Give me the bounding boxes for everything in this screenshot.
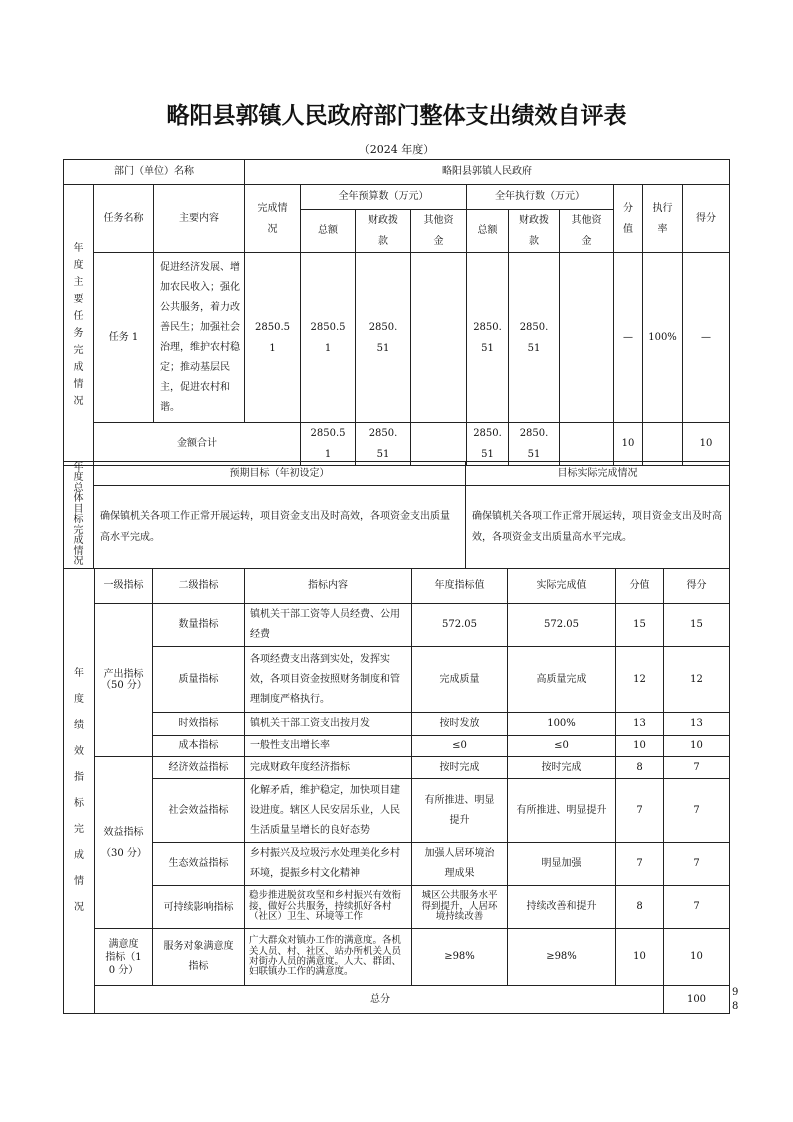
- dept-label: 部门（单位）名称: [64, 160, 245, 185]
- perf-score: 7: [664, 843, 730, 886]
- task-exec-fiscal: 2850.51: [509, 253, 560, 423]
- header-score: 得分: [683, 185, 730, 253]
- sum-label: 金额合计: [94, 423, 301, 466]
- perf-score-value: 13: [616, 713, 664, 736]
- perf-level2: 社会效益指标: [153, 779, 245, 843]
- header-exec-fiscal: 财政拨款: [509, 210, 560, 253]
- sum-budget-fiscal: 2850.51: [356, 423, 411, 466]
- header-completion: 完成情况: [245, 185, 301, 253]
- perf-content: 镇机关干部工资等人员经费、公用经费: [245, 604, 412, 647]
- perf-total-score-value: 100: [664, 986, 730, 1014]
- perf-level2: 时效指标: [153, 713, 245, 736]
- sum-exec-total: 2850.51: [467, 423, 509, 466]
- perf-score: 7: [664, 886, 730, 929]
- perf-row: [64, 843, 730, 886]
- perf-content: 各项经费支出落到实处，发挥实效，各项目资金按照财务制度和管理制度严格执行。: [245, 647, 412, 713]
- tasks-section-label: 年 度 主 要 任 务 完 成 情 况: [64, 185, 94, 466]
- header-exec-total: 总额: [467, 210, 509, 253]
- perf-row: [64, 929, 730, 986]
- perf-row: [64, 757, 730, 779]
- perf-header-level2: 二级指标: [153, 569, 245, 604]
- task-score: —: [683, 253, 730, 423]
- perf-actual: 高质量完成: [508, 647, 616, 713]
- perf-actual: ≥98%: [508, 929, 616, 986]
- perf-score-value: 7: [616, 779, 664, 843]
- goals-table: [63, 461, 730, 569]
- perf-level2: 可持续影响指标: [153, 886, 245, 929]
- goals-expected: 确保镇机关各项工作正常开展运转，项目资金支出及时高效，各项资金支出质量高水平完成。: [94, 486, 466, 569]
- task-completion: 2850.51: [245, 253, 301, 423]
- perf-score: 12: [664, 647, 730, 713]
- task-budget-fiscal: 2850.51: [356, 253, 411, 423]
- perf-score: 10: [664, 929, 730, 986]
- page-subtitle: （2024 年度）: [358, 143, 435, 156]
- perf-total-row: 总分 100 98: [64, 986, 730, 1014]
- perf-score: 7: [664, 757, 730, 779]
- perf-content: 化解矛盾，维护稳定，加快项目建设进度。辖区人民安居乐业，人民生活质量呈增长的良好态势: [245, 779, 412, 843]
- perf-level2: 质量指标: [153, 647, 245, 713]
- perf-header-score: 得分: [664, 569, 730, 604]
- perf-target: 加强人居环境治理成果: [412, 843, 508, 886]
- perf-target: 城区公共服务水平得到提升，人居环境持续改善: [412, 886, 508, 929]
- perf-content: 稳步推进脱贫攻坚和乡村振兴有效衔接，做好公共服务，持续抓好各村（社区）卫生、环境等工作: [245, 886, 412, 929]
- goals-actual-header: 目标实际完成情况: [466, 462, 730, 486]
- perf-header-score-value: 分值: [616, 569, 664, 604]
- perf-level2: 经济效益指标: [153, 757, 245, 779]
- perf-score-value: 10: [616, 929, 664, 986]
- task-budget-other: [411, 253, 467, 423]
- dept-value: 略阳县郭镇人民政府: [245, 160, 730, 185]
- sum-exec-other: [560, 423, 614, 466]
- perf-row: [64, 647, 730, 713]
- perf-level2: 生态效益指标: [153, 843, 245, 886]
- perf-target: 572.05: [412, 604, 508, 647]
- goals-expected-header: 预期目标（年初设定）: [94, 462, 466, 486]
- task-name: 任务 1: [94, 253, 154, 423]
- task-budget-total: 2850.51: [301, 253, 356, 423]
- perf-actual: 明显加强: [508, 843, 616, 886]
- header-budget-fiscal: 财政拨款: [356, 210, 411, 253]
- perf-header-target: 年度指标值: [412, 569, 508, 604]
- perf-target: ≤0: [412, 736, 508, 757]
- perf-actual: 572.05: [508, 604, 616, 647]
- perf-level2: 成本指标: [153, 736, 245, 757]
- sum-score: 10: [683, 423, 730, 466]
- task-exec-other: [560, 253, 614, 423]
- performance-table: [63, 568, 739, 1014]
- perf-row: [64, 713, 730, 736]
- perf-target: ≥98%: [412, 929, 508, 986]
- perf-score-value: 7: [616, 843, 664, 886]
- header-exec-group: 全年执行数（万元）: [467, 185, 614, 210]
- tasks-table: [63, 159, 730, 466]
- perf-actual: ≤0: [508, 736, 616, 757]
- sum-exec-fiscal: 2850.51: [509, 423, 560, 466]
- header-budget-other: 其他资金: [411, 210, 467, 253]
- perf-level1: 效益指标（30 分）: [95, 757, 153, 929]
- header-exec-other: 其他资金: [560, 210, 614, 253]
- perf-target: 按时发放: [412, 713, 508, 736]
- perf-row: [64, 886, 730, 929]
- perf-total-label: 总分: [95, 986, 664, 1014]
- header-exec-rate: 执行率: [643, 185, 683, 253]
- perf-target: 完成质量: [412, 647, 508, 713]
- perf-content: 镇机关干部工资支出按月发: [245, 713, 412, 736]
- page-title: 略阳县郭镇人民政府部门整体支出绩效自评表: [166, 102, 627, 129]
- perf-header-content: 指标内容: [245, 569, 412, 604]
- perf-score-value: 10: [616, 736, 664, 757]
- perf-score-value: 15: [616, 604, 664, 647]
- performance-section-label: 年 度 绩 效 指 标 完 成 情 况: [64, 569, 95, 1014]
- perf-target: 按时完成: [412, 757, 508, 779]
- perf-score: 7: [664, 779, 730, 843]
- perf-level2: 数量指标: [153, 604, 245, 647]
- perf-level1: 产出指标（50 分）: [95, 604, 153, 757]
- perf-score: 13: [664, 713, 730, 736]
- perf-actual: 100%: [508, 713, 616, 736]
- sum-budget-total: 2850.51: [301, 423, 356, 466]
- header-task-name: 任务名称: [94, 185, 154, 253]
- sum-row: [64, 423, 730, 466]
- perf-level2: 服务对象满意度指标: [153, 929, 245, 986]
- task-content: 促进经济发展、增加农民收入；强化公共服务，着力改善民生；加强社会治理，维护农村稳定；推动基层民主，促进农村和谐。: [154, 253, 245, 423]
- perf-score-value: 12: [616, 647, 664, 713]
- perf-content: 乡村振兴及垃圾污水处理美化乡村环境，提振乡村文化精神: [245, 843, 412, 886]
- perf-score: 10: [664, 736, 730, 757]
- header-budget-total: 总额: [301, 210, 356, 253]
- goals-actual: 确保镇机关各项工作正常开展运转，项目资金支出及时高效，各项资金支出质量高水平完成。: [466, 486, 730, 569]
- sum-exec-rate: [643, 423, 683, 466]
- perf-row: [64, 604, 730, 647]
- perf-target: 有所推进、明显提升: [412, 779, 508, 843]
- perf-actual: 持续改善和提升: [508, 886, 616, 929]
- perf-row: [64, 779, 730, 843]
- perf-content: 一般性支出增长率: [245, 736, 412, 757]
- perf-content: 广大群众对镇办工作的满意度。各机关人员、村、社区、站办所机关人员对街办人员的满意度。人大、群团、妇联镇办工作的满意度。: [245, 929, 412, 986]
- perf-actual: 有所推进、明显提升: [508, 779, 616, 843]
- header-score-value: 分值: [614, 185, 643, 253]
- task-score-value: —: [614, 253, 643, 423]
- perf-score: 15: [664, 604, 730, 647]
- task-exec-total: 2850.51: [467, 253, 509, 423]
- sum-score-value: 10: [614, 423, 643, 466]
- goals-section-label: 年 度 总 体 目 标 完 成 情 况: [64, 462, 94, 569]
- perf-header-actual: 实际完成值: [508, 569, 616, 604]
- perf-row: [64, 736, 730, 757]
- perf-content: 完成财政年度经济指标: [245, 757, 412, 779]
- perf-score-value: 8: [616, 886, 664, 929]
- perf-actual: 按时完成: [508, 757, 616, 779]
- perf-score-value: 8: [616, 757, 664, 779]
- sum-budget-other: [411, 423, 467, 466]
- header-main-content: 主要内容: [154, 185, 245, 253]
- perf-header-level1: 一级指标: [95, 569, 153, 604]
- header-budget-group: 全年预算数（万元）: [301, 185, 467, 210]
- perf-level1: 满意度指标（10 分）: [95, 929, 153, 986]
- task-row: [64, 253, 730, 423]
- task-exec-rate: 100%: [643, 253, 683, 423]
